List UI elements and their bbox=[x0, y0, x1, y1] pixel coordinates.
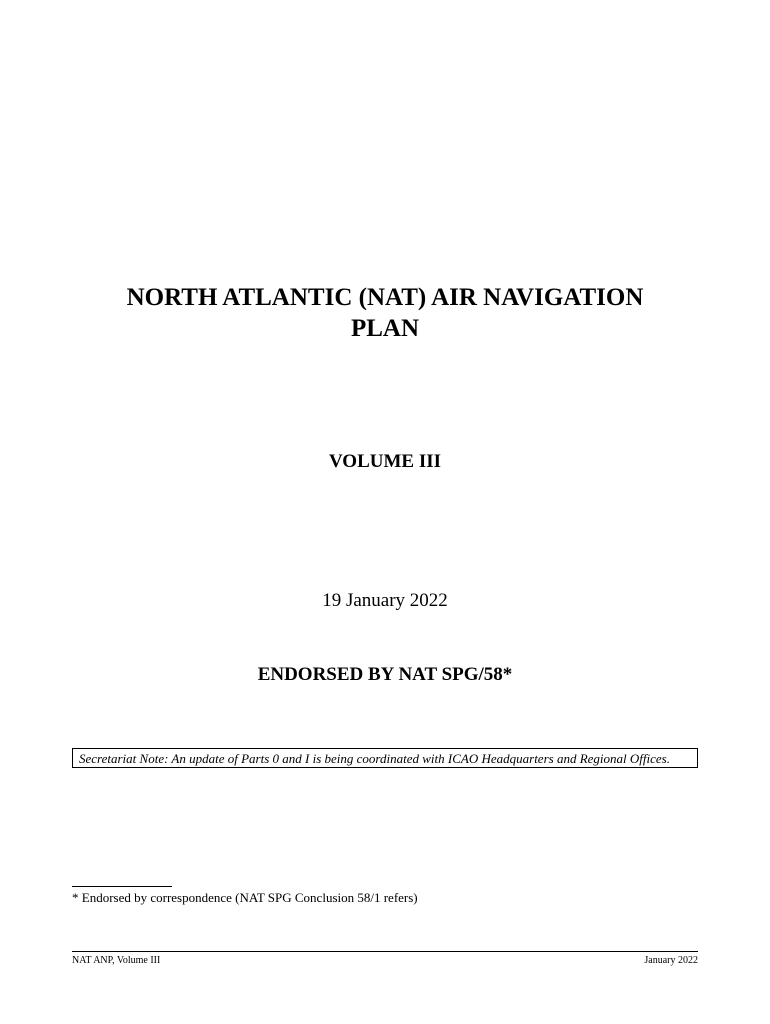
document-title-line-1: NORTH ATLANTIC (NAT) AIR NAVIGATION bbox=[126, 284, 644, 311]
endorsement-heading: ENDORSED BY NAT SPG/58* bbox=[257, 664, 513, 685]
document-title bbox=[60, 282, 710, 344]
footnote-separator bbox=[72, 886, 172, 887]
footer-divider bbox=[72, 951, 698, 952]
document-date: 19 January 2022 bbox=[322, 590, 448, 611]
document-title-line-2: PLAN bbox=[350, 315, 420, 342]
footer-document-name: NAT ANP, Volume III bbox=[72, 955, 161, 966]
secretariat-note-box: Secretariat Note: An update of Parts 0 and I is being coordinated with ICAO Headquarters and Regional Offices. bbox=[72, 748, 698, 768]
footer-date: January 2022 bbox=[644, 955, 698, 966]
volume-heading: VOLUME III bbox=[328, 451, 442, 472]
footnote: * Endorsed by correspondence (NAT SPG Conclusion 58/1 refers) bbox=[72, 890, 418, 905]
